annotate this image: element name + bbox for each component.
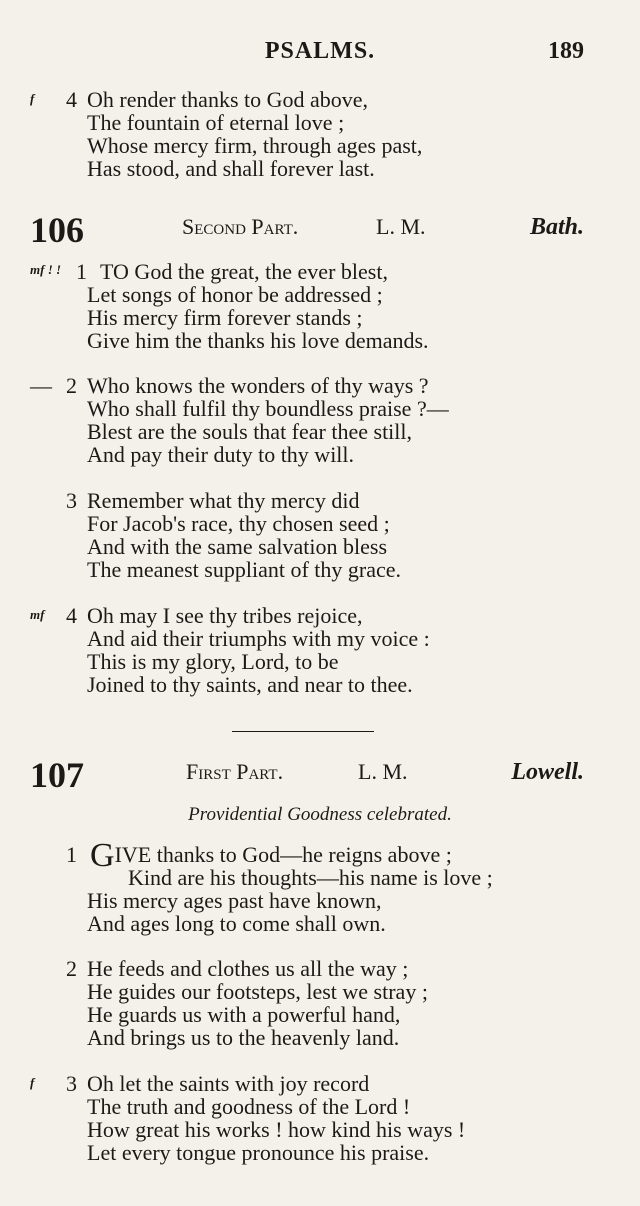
stanza-number: 2 (66, 956, 77, 981)
dynamic-mark: mf (30, 607, 45, 622)
stanza-number: 2 (66, 373, 77, 398)
drop-cap: G (90, 837, 115, 874)
hymn-number: 106 (30, 210, 84, 250)
verse-line: And brings us to the heavenly land. (87, 1025, 400, 1050)
verse-line: He feeds and clothes us all the way ; (87, 956, 409, 981)
hymn-part: Second Part. (182, 214, 299, 239)
tune-name: Lowell. (511, 759, 584, 785)
page-title: PSALMS. (264, 38, 376, 64)
verse-line: Oh render thanks to God above, (87, 87, 369, 112)
verse-line: Oh let the saints with joy record (87, 1071, 370, 1096)
verse-line: Let every tongue pronounce his praise. (87, 1140, 430, 1165)
hymn-number: 107 (30, 755, 84, 795)
hymn-metre: L. M. (376, 214, 426, 239)
stanza-number: 1 (76, 259, 87, 284)
verse-line: Let songs of honor be addressed ; (87, 282, 383, 307)
verse-line: He guides our footsteps, lest we stray ; (87, 979, 428, 1004)
hymn-heading (0, 757, 640, 797)
verse-line: How great his works ! how kind his ways ! (87, 1117, 466, 1142)
hymn-subtitle: Providential Goodness celebrated. (188, 804, 452, 825)
stanza-number: 3 (66, 1071, 77, 1096)
verse-line: He guards us with a powerful hand, (87, 1002, 401, 1027)
verse-line: Remember what thy mercy did (87, 488, 360, 513)
verse-line: Blest are the souls that fear thee still, (87, 419, 413, 444)
verse-line: For Jacob's race, thy chosen seed ; (87, 511, 390, 536)
verse-line: The truth and goodness of the Lord ! (87, 1094, 411, 1119)
verse-line: And with the same salvation bless (87, 534, 388, 559)
verse-line (90, 837, 452, 874)
dynamic-mark: f (30, 91, 35, 106)
verse-line: TO God the great, the ever blest, (100, 259, 388, 284)
verse-line: Who knows the wonders of thy ways ? (87, 373, 429, 398)
verse-line: His mercy firm forever stands ; (87, 305, 363, 330)
verse-line: Oh may I see thy tribes rejoice, (87, 603, 363, 628)
dynamic-mark: f (30, 1075, 35, 1090)
verse-line: Joined to thy saints, and near to thee. (87, 672, 413, 697)
verse-line: His mercy ages past have known, (87, 888, 382, 913)
dynamic-mark: mf ! ! (30, 262, 62, 277)
hymn-part: First Part. (186, 759, 284, 784)
verse-line: Has stood, and shall forever last. (87, 156, 375, 181)
verse-line: Who shall fulfil thy boundless praise ?— (87, 396, 449, 421)
running-head (0, 38, 640, 68)
tune-name: Bath. (529, 214, 584, 240)
verse-line: Kind are his thoughts—his name is love ; (128, 865, 493, 890)
verse-line: And ages long to come shall own. (87, 911, 386, 936)
verse-line: Whose mercy firm, through ages past, (87, 133, 423, 158)
verse-line: The fountain of eternal love ; (87, 110, 345, 135)
hymn-heading (0, 212, 640, 252)
dynamic-mark: — (30, 373, 52, 398)
stanza-number: 4 (66, 87, 77, 112)
verse-line: This is my glory, Lord, to be (87, 649, 339, 674)
stanza-number: 3 (66, 488, 77, 513)
stanza-number: 1 (66, 842, 77, 867)
section-divider (232, 731, 374, 732)
verse-line-rest: IVE thanks to God—he reigns above ; (114, 842, 452, 867)
hymn-metre: L. M. (358, 759, 408, 784)
verse-line: Give him the thanks his love demands. (87, 328, 429, 353)
page-number: 189 (548, 38, 584, 64)
verse-line: The meanest suppliant of thy grace. (87, 557, 402, 582)
verse-line: And pay their duty to thy will. (87, 442, 355, 467)
stanza-number: 4 (66, 603, 77, 628)
verse-line: And aid their triumphs with my voice : (87, 626, 430, 651)
